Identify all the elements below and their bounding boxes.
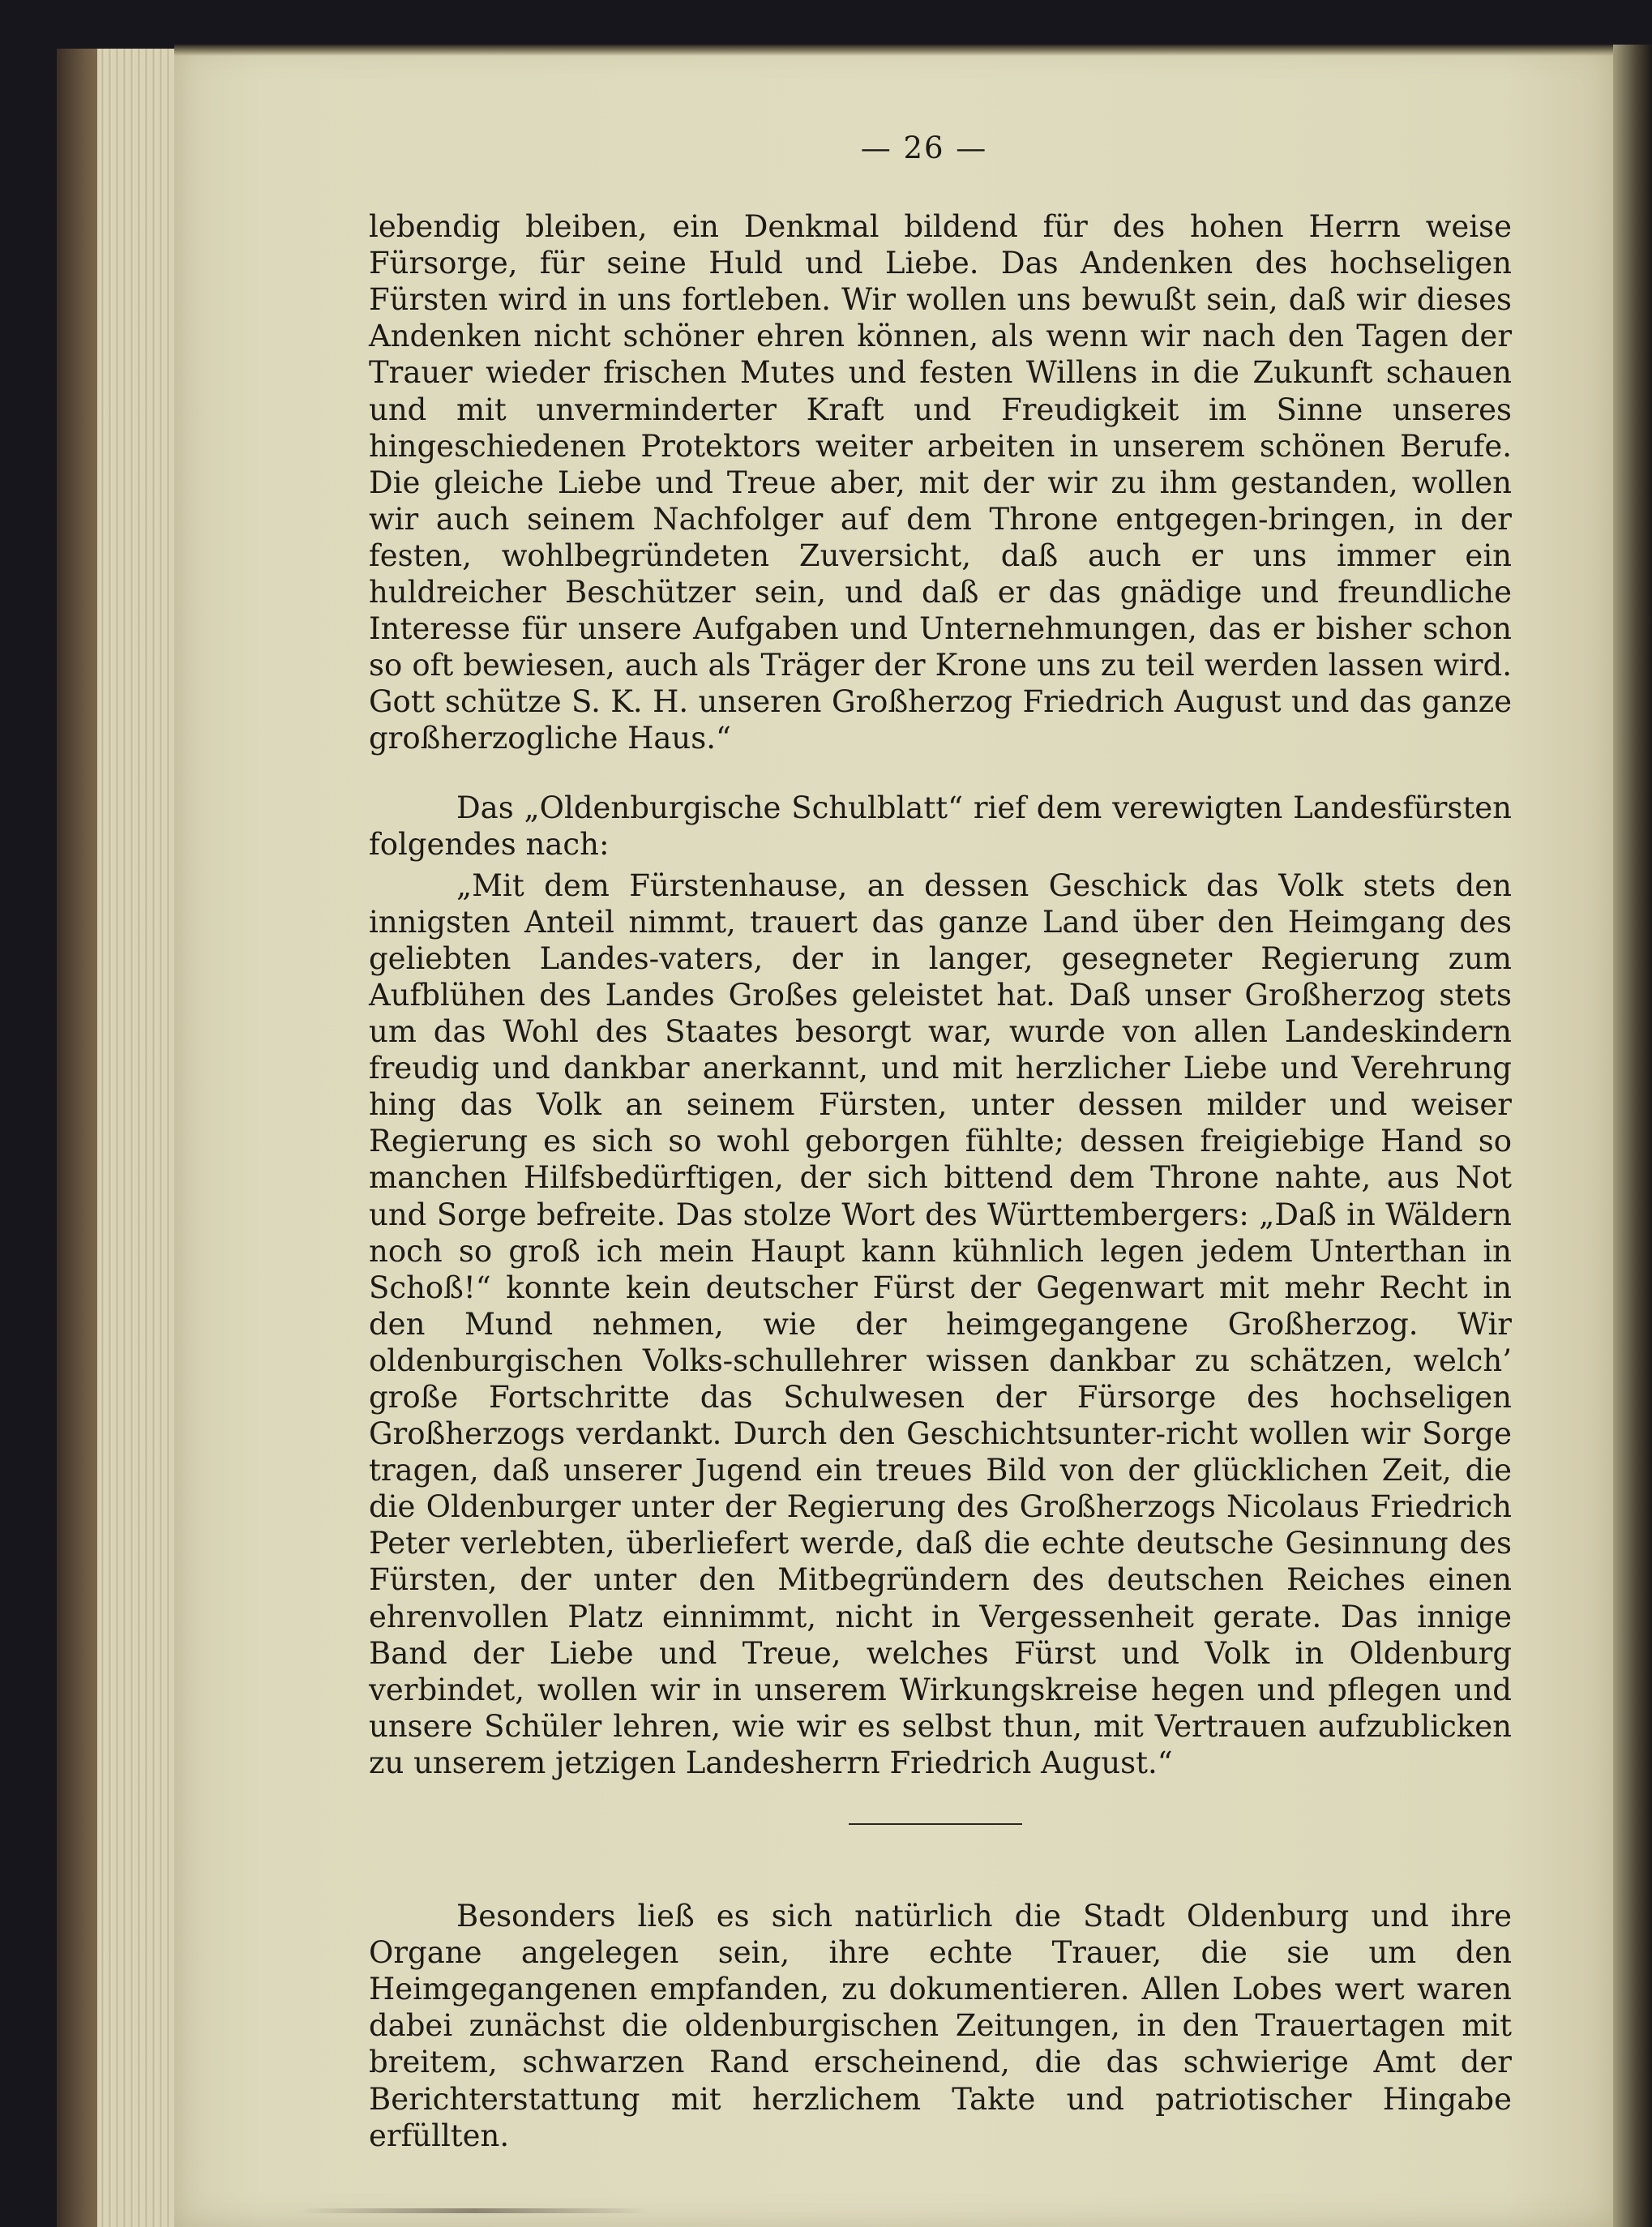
- page-gutter: [1613, 45, 1652, 2227]
- paragraph-stadt-oldenburg: Besonders ließ es sich natürlich die Stadt Oldenburg und ihre Organe angelegen sein, ihre echte Trauer, die sie um den Heimgegangenen empfanden, zu dokumentieren. Allen Lobes wert waren dabei zunächst die oldenburgischen Zeitungen, in den Trauertagen mit breitem, schwarzen Rand erscheinend, die das schwierige Amt der Berichterstattung mit herzlichem Takte und patriotischer Hingabe erfüllten.: [369, 1899, 1512, 2153]
- page-top-edge: [174, 45, 1617, 56]
- bottom-edge-mark: [300, 2208, 648, 2213]
- paragraph-schulblatt-intro: Das „Oldenburgische Schulblatt“ rief dem verewigten Landesfürsten folgendes nach:: [369, 790, 1512, 862]
- page-content: [369, 130, 1512, 2154]
- section-divider: [849, 1823, 1022, 1825]
- paragraph-schulblatt-quote: „Mit dem Fürstenhause, an dessen Geschick das Volk stets den innigsten Anteil nimmt, trauert das ganze Land über den Heimgang des geliebten Landes-vaters, der in langer, gesegneter Regierung zum Aufblühen des Landes Großes geleistet hat. Daß unser Großherzog stets um das Wohl des Staates besorgt war, wurde von allen Landeskindern freudig und dankbar anerkannt, und mit herzlicher Liebe und Verehrung hing das Volk an seinem Fürsten, unter dessen milder und weiser Regierung es sich so wohl geborgen fühlte; dessen freigiebige Hand so manchen Hilfsbedürftigen, der sich bittend dem Throne nahte, aus Not und Sorge befreite. Das stolze Wort des Württembergers: „Daß in Wäldern noch so groß ich mein Haupt kann kühnlich legen jedem Unterthan in Schoß!“ konnte kein deutscher Fürst der Gegenwart mit mehr Recht in den Mund nehmen, wie der heimgegangene Großherzog. Wir oldenburgischen Volks-schullehrer wissen dankbar zu schätzen, welch’ große Fortschritte das Schulwesen der Fürsorge des hochseligen Großherzogs verdankt. Durch den Geschichtsunter-richt wollen wir Sorge tragen, daß unserer Jugend ein treues Bild von der glücklichen Zeit, die die Oldenburger unter der Regierung des Großherzogs Nicolaus Friedrich Peter verlebten, überliefert werde, daß die echte deutsche Gesinnung des Fürsten, der unter den Mitbegründern des deutschen Reiches einen ehrenvollen Platz einnimmt, nicht in Vergessenheit gerate. Das innige Band der Liebe und Treue, welches Fürst und Volk in Oldenburg verbindet, wollen wir in unserem Wirkungskreise hegen und pflegen und unsere Schüler lehren, wie wir es selbst thun, mit Vertrauen aufzublicken zu unserem jetzigen Landesherrn Friedrich August.“: [369, 867, 1512, 1780]
- paragraph-continuation: lebendig bleiben, ein Denkmal bildend für des hohen Herrn weise Fürsorge, für seine Huld und Liebe. Das Andenken des hochseligen Fürsten wird in uns fortleben. Wir wollen uns bewußt sein, daß wir dieses Andenken nicht schöner ehren können, als wenn wir nach den Tagen der Trauer wieder frischen Mutes und festen Willens in die Zukunft schauen und mit unverminderter Kraft und Freudigkeit im Sinne unseres hingeschiedenen Protektors weiter arbeiten in unserem schönen Berufe. Die gleiche Liebe und Treue aber, mit der wir zu ihm gestanden, wollen wir auch seinem Nachfolger auf dem Throne entgegen-bringen, in der festen, wohlbegründeten Zuversicht, daß auch er uns immer ein huldreicher Beschützer sein, und daß er das gnädige und freundliche Interesse für unsere Aufgaben und Unternehmungen, das er bisher schon so oft bewiesen, auch als Träger der Krone uns zu teil werden lassen wird. Gott schütze S. K. H. unseren Großherzog Friedrich August und das ganze großherzogliche Haus.“: [369, 209, 1512, 756]
- page-number: — 26 —: [860, 131, 988, 165]
